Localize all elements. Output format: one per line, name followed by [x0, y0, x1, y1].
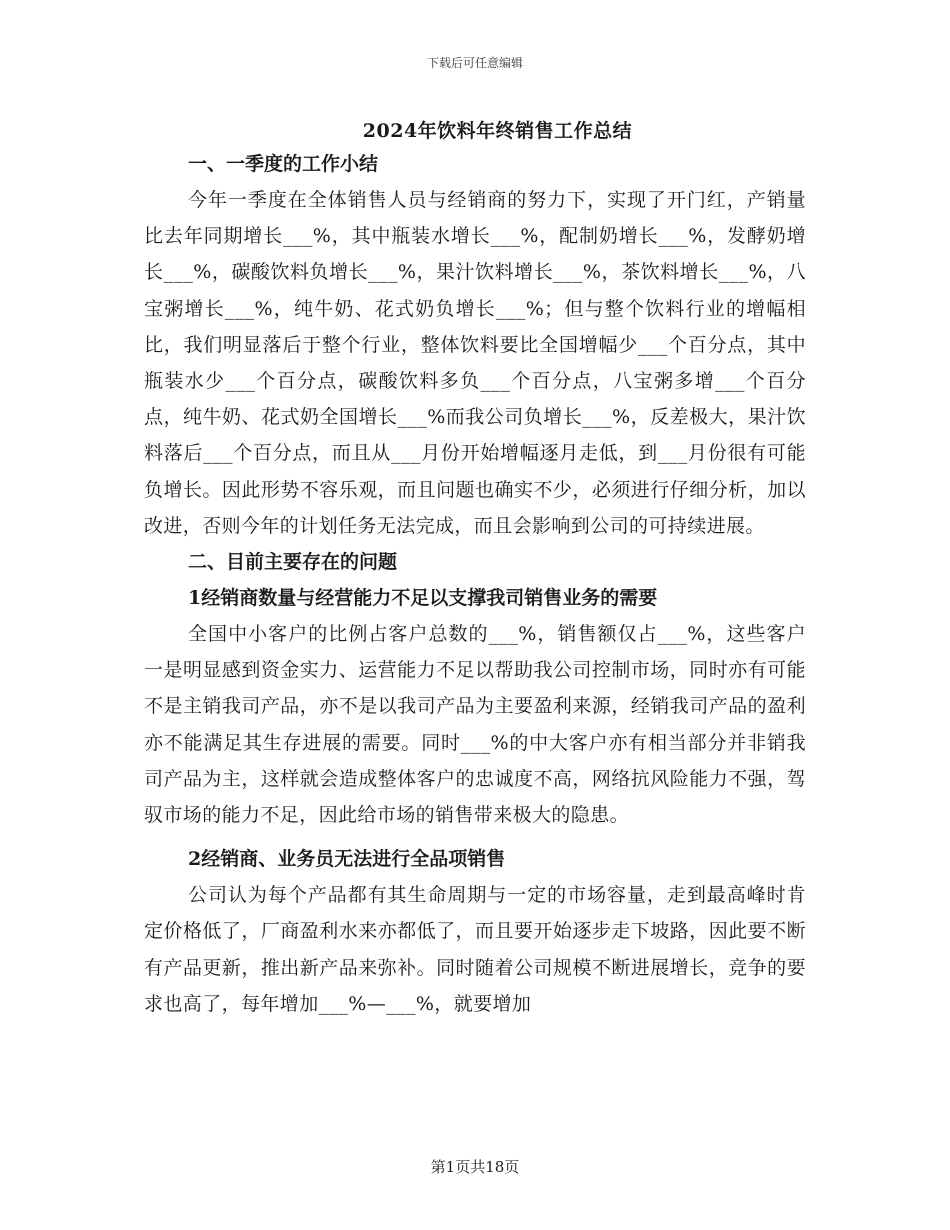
paragraph-spacer [144, 833, 806, 841]
subsection-heading-full-range-sales: 2经销商、业务员无法进行全品项销售 [188, 848, 506, 871]
document-title: 2024年饮料年终销售工作总结 [362, 120, 633, 142]
section-heading-quarter-summary: 一、一季度的工作小结 [188, 153, 379, 175]
section-paragraph-quarter-summary: 今年一季度在全体销售人员与经销商的努力下，实现了开门红，产销量比去年同期增长___%，其中瓶装水增长___%，配制奶增长___%，发酵奶增长___%，碳酸饮料负增长___%，果汁饮料增长___%，茶饮料增长___%，八宝粥增长___%，纯牛奶、花式奶负增长___%；但与整个饮料行业的增幅相比，我们明显落后于整个行业，整体饮料要比全国增幅少___个百分点，其中瓶装水少___个百分点，碳酸饮料多负___个百分点，八宝粥多增___个百分点，纯牛奶、花式奶全国增长___%而我公司负增长___%，反差极大，果汁饮料落后___个百分点，而且从___月份开始增幅逐月走低，到___月份很有可能负增长。因此形势不容乐观，而且问题也确实不少，必须进行仔细分析，加以改进，否则今年的计划任务无法完成，而且会影响到公司的可持续进展。 [144, 189, 806, 537]
subsection-paragraph-distributor-capacity: 全国中小客户的比例占客户总数的___%，销售额仅占___%，这些客户一是明显感到资金实力、运营能力不足以帮助我公司控制市场，同时亦有可能不是主销我司产品，亦不是以我司产品为主要盈利来源，经销我司产品的盈利亦不能满足其生存进展的需要。同时___%的中大客户亦有相当部分并非销我司产品为主，这样就会造成整体客户的忠诚度不高，网络抗风险能力不强，驾驭市场的能力不足，因此给市场的销售带来极大的隐患。 [144, 623, 806, 827]
document-body [144, 146, 806, 1022]
page-number: 第1页共18页 [430, 1158, 520, 1176]
section-heading-current-problems: 二、目前主要存在的问题 [188, 551, 398, 574]
page-header-note: 下载后可任意编辑 [426, 56, 523, 70]
subsection-paragraph-full-range-sales: 公司认为每个产品都有其生命周期与一定的市场容量，走到最高峰时肯定价格低了，厂商盈利水来亦都低了，而且要开始逐步走下坡路，因此要不断有产品更新，推出新产品来弥补。同时随着公司规模不断进展增长，竞争的要求也高了，每年增加___%—___%，就要增加 [144, 884, 806, 1015]
subsection-heading-distributor-capacity: 1经销商数量与经营能力不足以支撑我司销售业务的需要 [188, 587, 658, 610]
